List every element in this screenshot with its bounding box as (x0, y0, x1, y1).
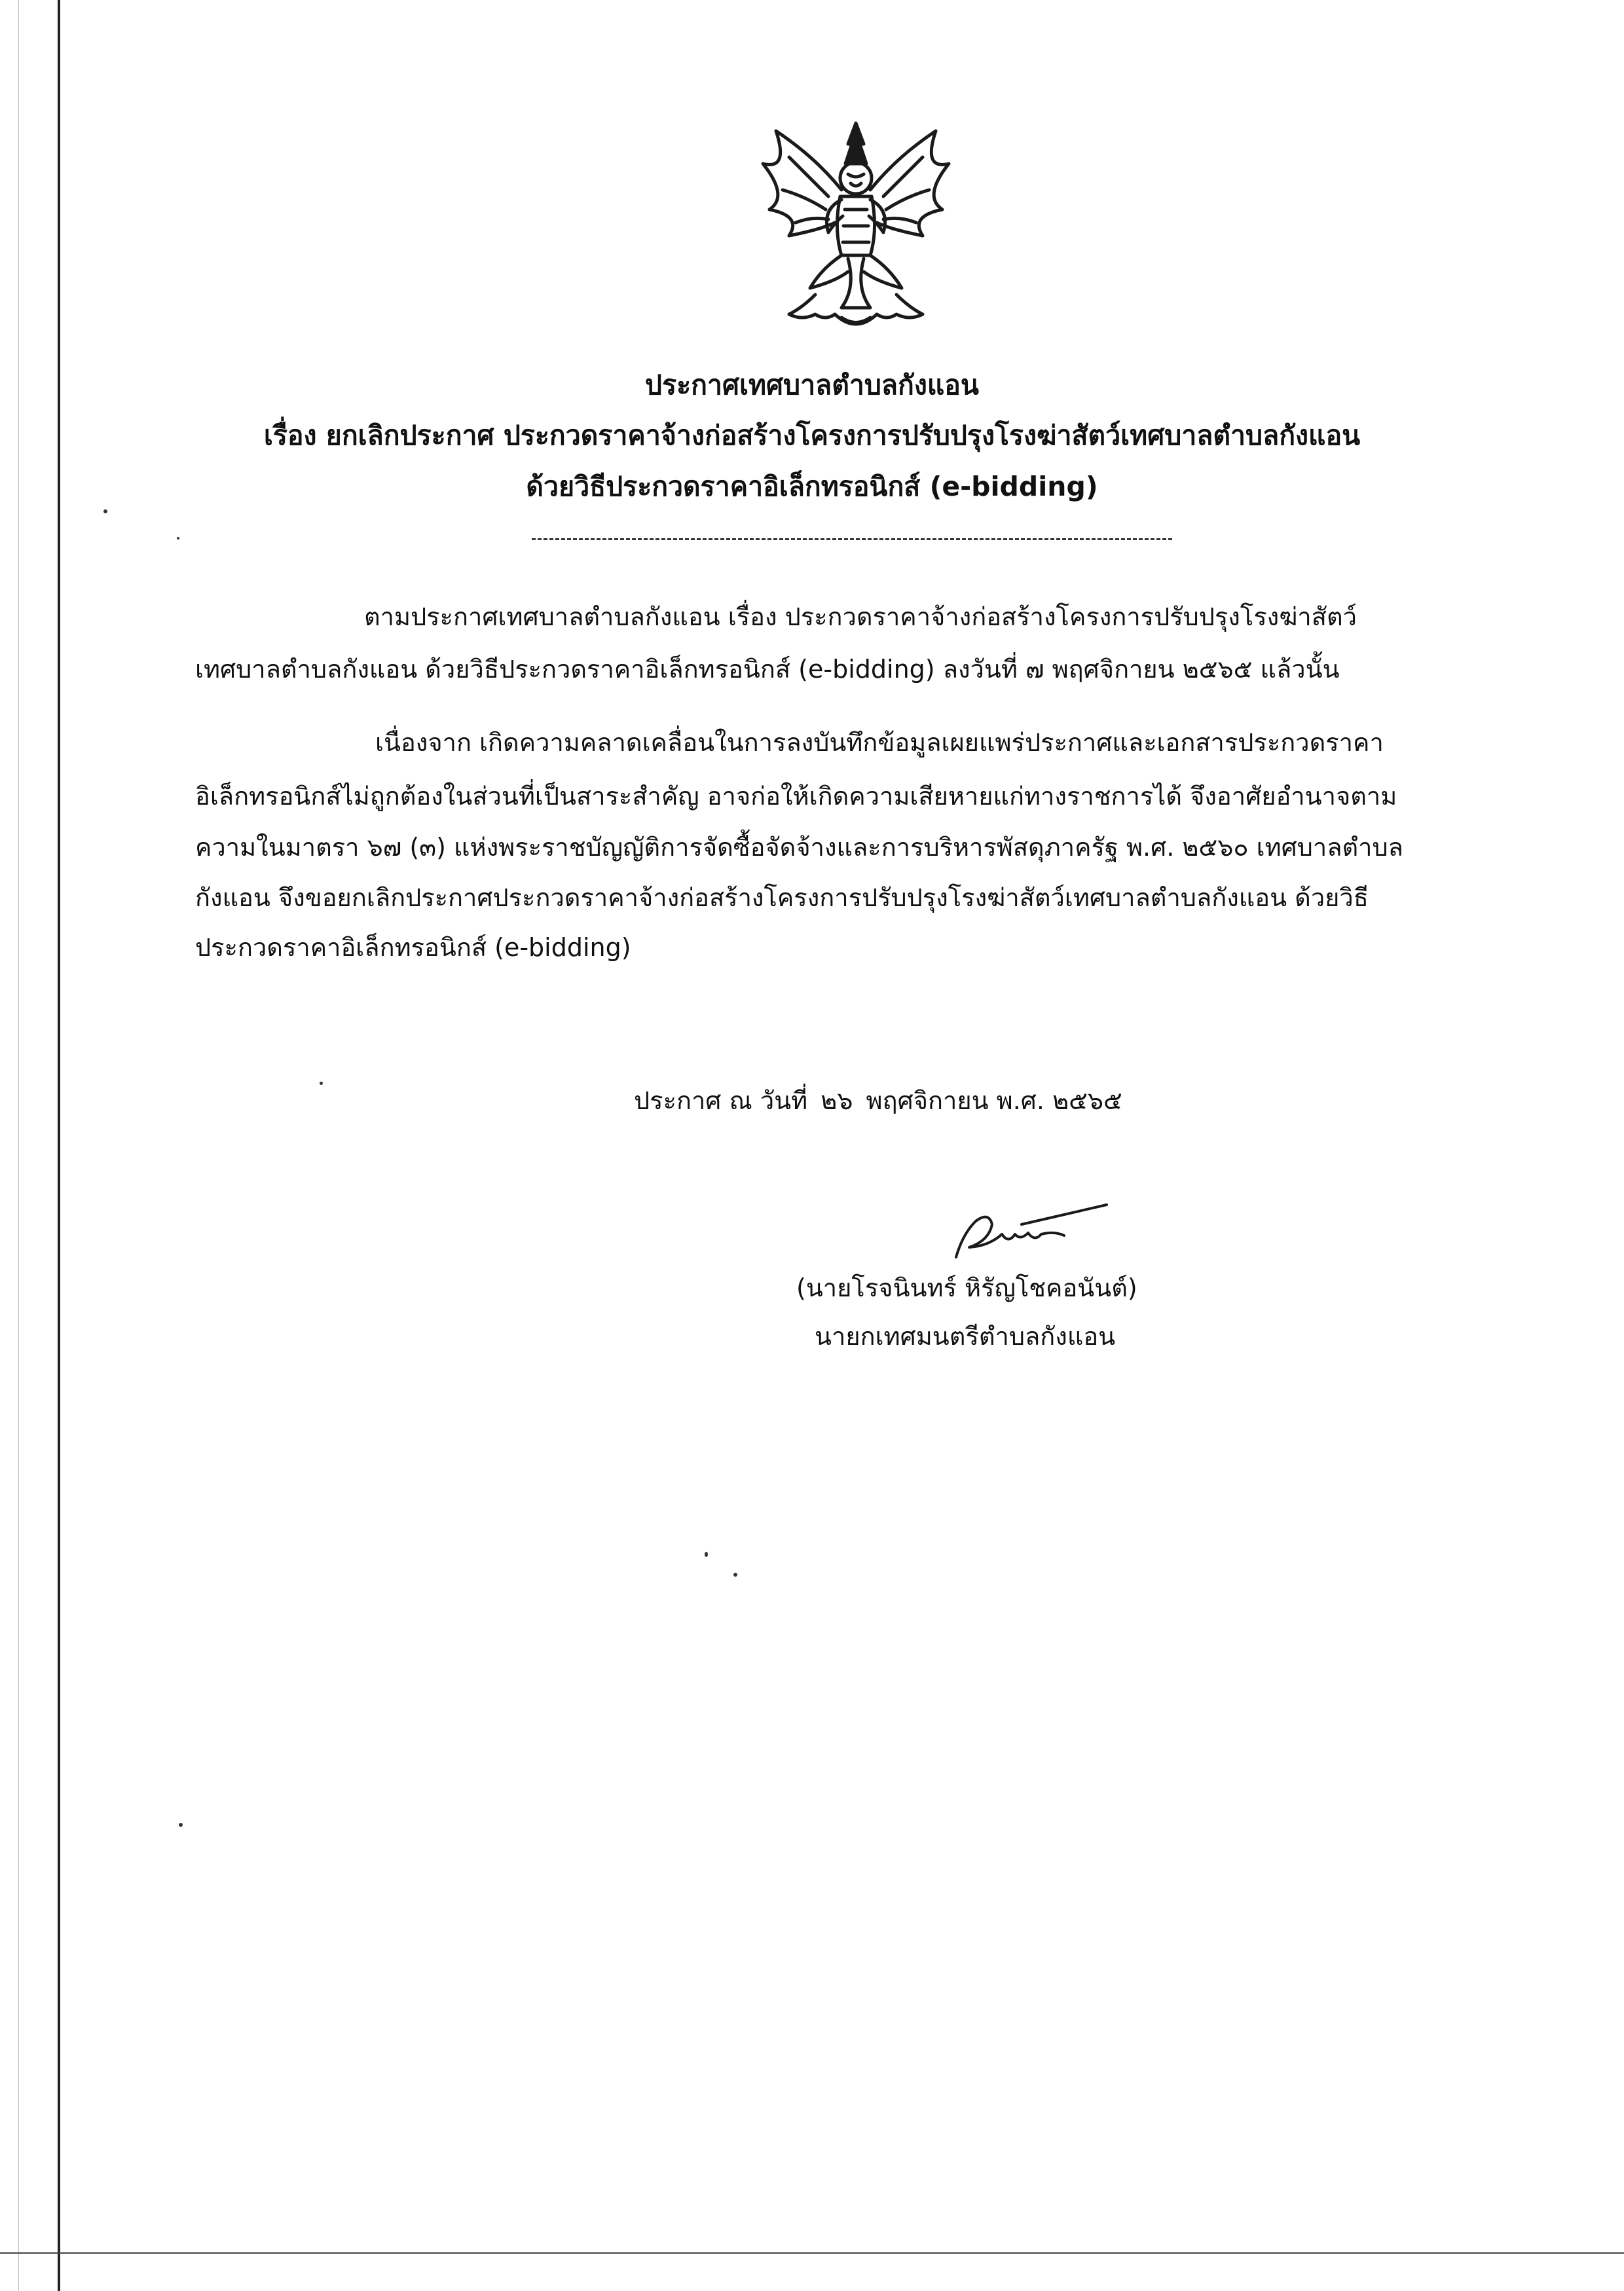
page-left-border (58, 0, 60, 2291)
paragraph-2-line-3: ความในมาตรา ๖๗ (๓) แห่งพระราชบัญญัติการจัดซื้อจัดจ้างและการบริหารพัสดุภาครัฐ พ.ศ. ๒๕๖๐ เทศบาลตำบล (195, 833, 1403, 862)
announcement-day: ๒๖ (821, 1086, 853, 1115)
paragraph-1-line-2: เทศบาลตำบลกังแอน ด้วยวิธีประกวดราคาอิเล็กทรอนิกส์ (e-bidding) ลงวันที่ ๗ พฤศจิกายน ๒๕๖๕ แล้วนั้น (195, 655, 1340, 684)
scan-margin-line (18, 0, 19, 2291)
handwritten-signature (943, 1195, 1113, 1267)
signatory-name: (นายโรจนินทร์ หิรัญโชคอนันต์) (796, 1274, 1137, 1302)
paragraph-2-line-5: ประกวดราคาอิเล็กทรอนิกส์ (e-bidding) (195, 933, 631, 962)
page-bottom-border (0, 2252, 1624, 2254)
paragraph-1-line-1: ตามประกาศเทศบาลตำบลกังแอน เรื่อง ประกวดราคาจ้างก่อสร้างโครงการปรับปรุงโรงฆ่าสัตว์ (364, 602, 1357, 631)
document-title: ประกาศเทศบาลตำบลกังแอน (645, 369, 979, 401)
scan-speck (733, 1573, 737, 1577)
scan-speck (320, 1082, 323, 1085)
paragraph-2-line-4: กังแอน จึงขอยกเลิกประกาศประกวดราคาจ้างก่อสร้างโครงการปรับปรุงโรงฆ่าสัตว์เทศบาลตำบลกังแอน ด้วยวิธี (195, 883, 1369, 912)
announcement-date (634, 1088, 1122, 1113)
signatory-position: นายกเทศมนตรีตำบลกังแอน (815, 1322, 1116, 1351)
scan-speck (705, 1552, 708, 1557)
document-method: ด้วยวิธีประกวดราคาอิเล็กทรอนิกส์ (e-bidding) (526, 471, 1098, 502)
paragraph-2-line-1: เนื่องจาก เกิดความคลาดเคลื่อนในการลงบันทึกข้อมูลเผยแพร่ประกาศและเอกสารประกวดราคา (375, 728, 1384, 757)
scan-speck (177, 537, 179, 540)
announcement-prefix: ประกาศ ณ วันที่ (634, 1086, 808, 1115)
paragraph-2-line-2: อิเล็กทรอนิกส์ไม่ถูกต้องในส่วนที่เป็นสาระสำคัญ อาจก่อให้เกิดความเสียหายแก่ทางราชการได้ จึงอาศัยอำนาจตาม (195, 782, 1397, 811)
document-subject: เรื่อง ยกเลิกประกาศ ประกวดราคาจ้างก่อสร้างโครงการปรับปรุงโรงฆ่าสัตว์เทศบาลตำบลกังแอน (263, 420, 1361, 451)
scan-speck (103, 509, 107, 513)
scan-speck (179, 1823, 183, 1827)
announcement-month-year: พฤศจิกายน พ.ศ. ๒๕๖๕ (866, 1086, 1122, 1115)
heading-separator (532, 538, 1172, 540)
garuda-emblem-icon (750, 118, 963, 334)
